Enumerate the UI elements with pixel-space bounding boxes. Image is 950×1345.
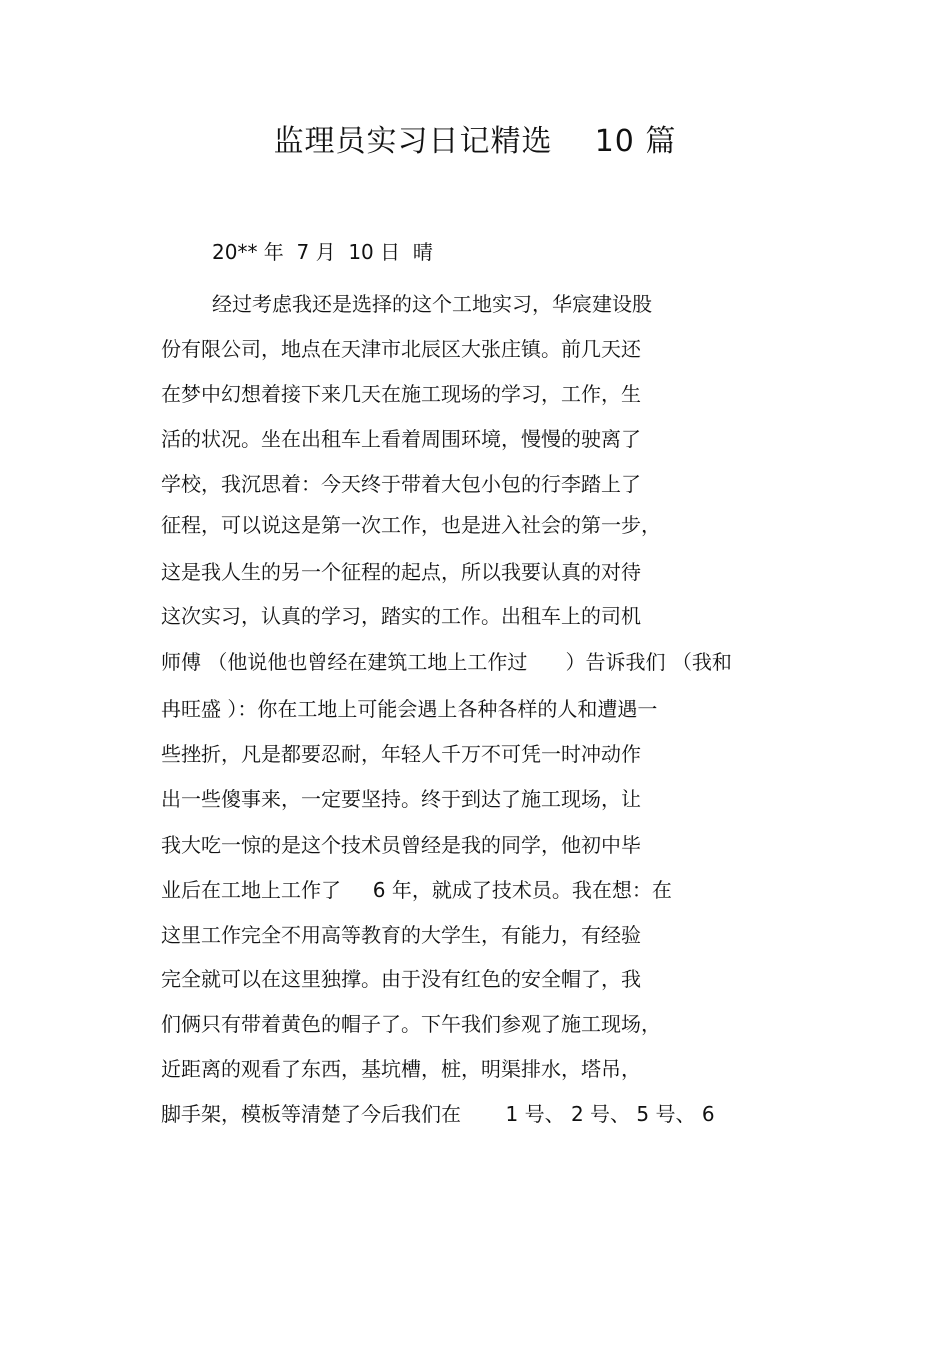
paragraph-line: 些挫折，凡是都要忍耐，年轻人千万不可凭一时冲动作 bbox=[161, 742, 641, 766]
paragraph-line: 活的状况。坐在出租车上看着周围环境，慢慢的驶离了 bbox=[161, 427, 641, 451]
paragraph-line: 征程，可以说这是第一次工作，也是进入社会的第一步， bbox=[161, 513, 661, 537]
paragraph-line: 这是我人生的另一个征程的起点，所以我要认真的对待 bbox=[161, 560, 641, 584]
paragraph-line: 份有限公司，地点在天津市北辰区大张庄镇。前几天还 bbox=[161, 337, 641, 361]
paragraph-line: 这里工作完全不用高等教育的大学生，有能力，有经验 bbox=[161, 923, 641, 947]
paragraph-line: 经过考虑我还是选择的这个工地实习，华宸建设股 bbox=[212, 292, 652, 316]
paragraph-line: 学校，我沉思着：今天终于带着大包小包的行李踏上了 bbox=[161, 472, 641, 496]
page-title: 监理员实习日记精选 10 篇 bbox=[273, 124, 677, 159]
paragraph-line: 出一些傻事来，一定要坚持。终于到达了施工现场，让 bbox=[161, 787, 641, 811]
paragraph-line: 近距离的观看了东西，基坑槽，桩，明渠排水，塔吊， bbox=[161, 1057, 641, 1081]
paragraph-line: 业后在工地上工作了 6 年，就成了技术员。我在想：在 bbox=[161, 878, 672, 902]
paragraph-line: 在梦中幻想着接下来几天在施工现场的学习，工作，生 bbox=[161, 382, 641, 406]
paragraph-line: 完全就可以在这里独撑。由于没有红色的安全帽了，我 bbox=[161, 967, 641, 991]
diary-date-line: 20** 年 7 月 10 日 晴 bbox=[212, 240, 433, 264]
paragraph-line: 们俩只有带着黄色的帽子了。下午我们参观了施工现场， bbox=[161, 1012, 661, 1036]
paragraph-line: 师傅 （他说他也曾经在建筑工地上工作过 ）告诉我们 （我和 bbox=[161, 650, 732, 674]
paragraph-line: 这次实习，认真的学习，踏实的工作。出租车上的司机 bbox=[161, 604, 641, 628]
paragraph-line: 冉旺盛 ）：你在工地上可能会遇上各种各样的人和遭遇一 bbox=[161, 697, 658, 721]
paragraph-line: 脚手架，模板等清楚了今后我们在 1 号、 2 号、 5 号、 6 bbox=[161, 1102, 715, 1126]
paragraph-line: 我大吃一惊的是这个技术员曾经是我的同学，他初中毕 bbox=[161, 833, 641, 857]
